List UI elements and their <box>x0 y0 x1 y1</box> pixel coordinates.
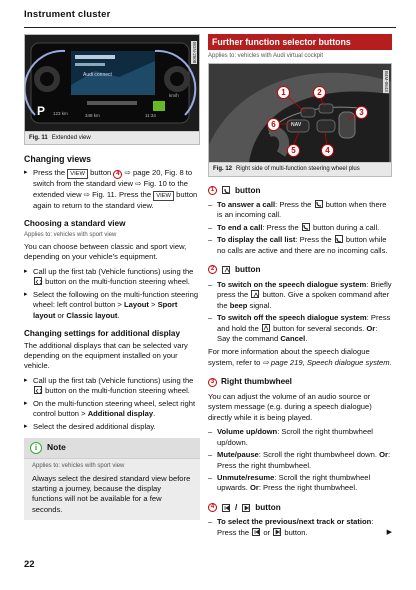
voice-icon <box>262 324 270 332</box>
callout-2: 2 <box>313 86 326 99</box>
figure-tag: BGN-2508 <box>192 42 197 64</box>
screen-speed-label: km/h <box>169 93 179 98</box>
list-item: – To switch off the speech dialogue system: Press and hold the button for several seconds. Or: Say the command Cancel. <box>208 313 392 344</box>
list-item: – Unmute/resume: Scroll the right thumbwheel upwards. Or: Press the right thumbwheel. <box>208 473 392 494</box>
list-item: – To display the call list: Press the button while no calls are active and there are no incoming calls. <box>208 235 392 256</box>
callout-5: 5 <box>287 144 300 157</box>
applies-to: Applies to: vehicles with sport view <box>32 463 125 470</box>
paragraph: You can choose between classic and sport view, depending on your vehicle's equipment. <box>24 241 187 262</box>
heading-voice-button: 2 button <box>208 264 392 275</box>
tab-arrows-icon <box>34 386 42 394</box>
applies-to: Applies to: vehicles with Audi virtual cockpit <box>208 53 324 60</box>
instrument-cluster-graphic <box>25 35 199 131</box>
note-box <box>24 438 200 520</box>
heading-track-buttons: 4 / button <box>208 502 392 513</box>
heading-changing-views: Changing views <box>24 154 91 165</box>
list-item: ▸ Call up the first tab (Vehicle functions) using the button on the multi-function steering wheel. <box>24 376 200 397</box>
next-track-icon <box>242 504 250 512</box>
list-item: ▸ Select the desired additional display. <box>24 422 200 432</box>
figure-12 <box>208 63 392 176</box>
screen-range: 348 km <box>85 113 100 118</box>
screen-gear: P <box>37 104 46 118</box>
heading-phone-button: 1 button <box>208 185 392 196</box>
page-header <box>24 8 396 28</box>
phone-icon <box>302 223 310 231</box>
list-item: ▸ Select the following on the multi-function steering wheel: left control button > Layout > Sport layout or Classic layout. <box>24 290 200 321</box>
caption-text: Extended view <box>51 135 91 141</box>
caption-number: Fig. 11 <box>29 135 48 141</box>
page-number: 22 <box>24 559 35 570</box>
screen-time: 11:34 <box>145 113 156 118</box>
figure-caption <box>25 131 199 144</box>
callout-2: 2 <box>208 265 217 274</box>
view-key-icon: VIEW <box>67 169 88 179</box>
list-item: ▸ Press the VIEW button 4 ⇨ page 20, Fig. 8 to switch from the standard view ⇨ Fig. 10 to the extended view ⇨ Fig. 11. Press the VIEW button again to return to the standard view. <box>24 168 200 211</box>
figure-tag: B4M-0643 <box>384 71 389 93</box>
callout-3: 3 <box>208 378 217 387</box>
steering-wheel-image <box>209 64 391 162</box>
cluster-extended-view-image <box>25 35 199 131</box>
phone-icon <box>335 235 343 243</box>
screen-menu-text: Audi connect <box>83 72 112 78</box>
figure-caption <box>209 162 391 175</box>
caption-number: Fig. 12 <box>213 166 233 173</box>
list-item: – To answer a call: Press the button when there is an incoming call. <box>208 200 392 221</box>
section-title: Instrument cluster <box>24 9 111 20</box>
callout-4: 4 <box>113 170 122 179</box>
callout-6: 6 <box>267 118 280 131</box>
phone-icon <box>222 186 230 194</box>
heading-thumbwheel: 3 Right thumbwheel <box>208 376 392 387</box>
callout-1: 1 <box>208 186 217 195</box>
right-column <box>208 34 392 540</box>
list-item: – To switch on the speech dialogue system: Briefly press the button. Give a spoken command after the beep signal. <box>208 280 392 311</box>
note-text: Always select the desired standard view before starting a journey, because the display functions will not be available for a few seconds. <box>32 473 191 514</box>
paragraph: For more information about the speech dialogue system, refer to ⇨ page 219, Speech dialogue system. <box>208 347 392 367</box>
note-title: Note <box>47 442 66 453</box>
previous-track-icon <box>222 504 230 512</box>
phone-icon <box>315 200 323 208</box>
tab-arrows-icon <box>34 277 42 285</box>
nav-label: NAV <box>291 122 302 129</box>
list-item: – To end a call: Press the button during a call. <box>208 223 392 233</box>
note-header <box>24 438 200 459</box>
list-item: – Mute/pause: Scroll the right thumbwheel down. Or: Press the right thumbwheel. <box>208 450 392 471</box>
figure-11 <box>24 34 200 145</box>
list-item: ▸ On the multi-function steering wheel, select right control button > Additional display. <box>24 399 200 420</box>
paragraph: The additional displays that can be selected vary depending on the equipment installed on your vehicle. <box>24 340 188 371</box>
callout-1: 1 <box>277 86 290 99</box>
paragraph: You can adjust the volume of an audio source or system message (e.g. during a speech dialogue) directly while it is being played. <box>208 391 372 422</box>
view-key-icon: VIEW <box>153 191 174 201</box>
note-body <box>24 459 200 515</box>
caption-text: Right side of multi-function steering wheel plus <box>236 166 360 173</box>
section-band: Further function selector buttons <box>208 34 392 50</box>
list-item: – Volume up/down: Scroll the right thumbwheel up/down. <box>208 427 392 448</box>
screen-odometer: 123 km <box>53 111 68 116</box>
callout-4: 4 <box>208 503 217 512</box>
page-reference-link[interactable]: ⇨ page 219, Speech dialogue system <box>262 357 390 367</box>
callout-4: 4 <box>321 144 334 157</box>
applies-to: Applies to: vehicles with sport view <box>24 231 117 238</box>
heading-additional-display: Changing settings for additional display <box>24 329 181 339</box>
callout-3: 3 <box>355 106 368 119</box>
left-column <box>24 34 200 520</box>
list-item: ▸ Call up the first tab (Vehicle functions) using the button on the multi-function steering wheel. <box>24 267 200 288</box>
next-track-icon <box>273 528 281 536</box>
previous-track-icon <box>252 528 260 536</box>
info-icon: i <box>30 442 42 454</box>
list-item: – To select the previous/next track or station: Press the or button. <box>208 517 392 538</box>
voice-icon <box>222 266 230 274</box>
heading-standard-view: Choosing a standard view <box>24 219 126 229</box>
continue-arrow-icon: ▶ <box>386 529 392 536</box>
voice-icon <box>251 290 259 298</box>
